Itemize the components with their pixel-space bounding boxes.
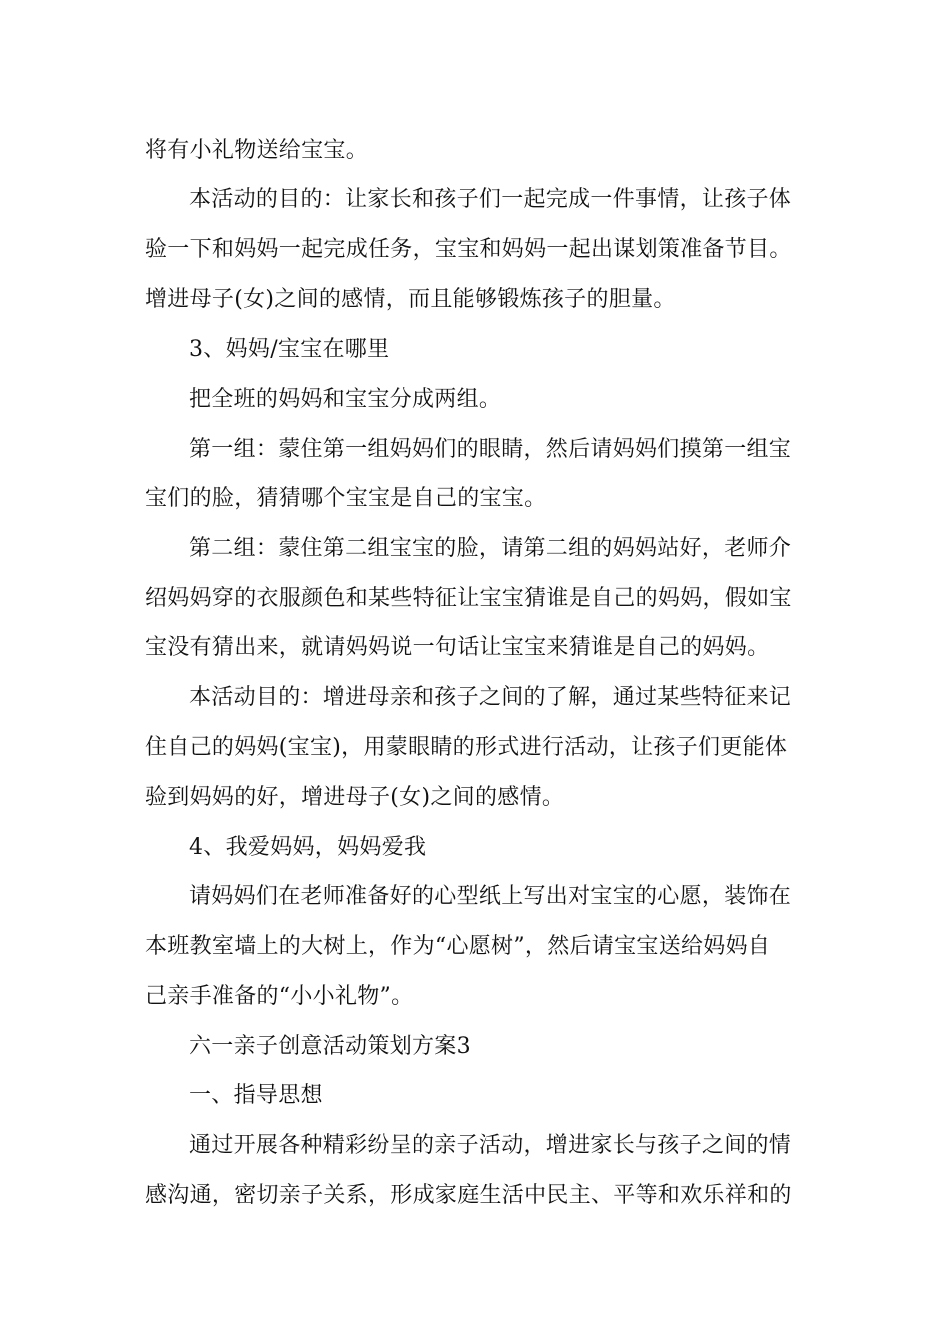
section-heading: 一、指导思想: [189, 1083, 323, 1108]
section-heading: 4、我爱妈妈，妈妈爱我: [189, 835, 427, 860]
paragraph-line: 将有小礼物送给宝宝。: [145, 138, 369, 163]
paragraph-line: 第二组：蒙住第二组宝宝的脸，请第二组的妈妈站好，老师介: [189, 536, 792, 561]
paragraph-line: 第一组：蒙住第一组妈妈们的眼睛，然后请妈妈们摸第一组宝: [189, 437, 792, 462]
section-heading: 3、妈妈/宝宝在哪里: [189, 337, 390, 362]
paragraph-line: 宝们的脸，猜猜哪个宝宝是自己的宝宝。: [145, 486, 547, 511]
paragraph-line: 己亲手准备的“小小礼物”。: [145, 984, 414, 1009]
paragraph-line: 增进母子(女)之间的感情，而且能够锻炼孩子的胆量。: [145, 287, 676, 312]
paragraph-line: 通过开展各种精彩纷呈的亲子活动，增进家长与孩子之间的情: [189, 1133, 792, 1158]
paragraph-line: 感沟通，密切亲子关系，形成家庭生活中民主、平等和欢乐祥和的: [145, 1183, 792, 1208]
paragraph-line: 本活动目的：增进母亲和孩子之间的了解，通过某些特征来记: [189, 685, 792, 710]
paragraph-line: 请妈妈们在老师准备好的心型纸上写出对宝宝的心愿，装饰在: [189, 884, 792, 909]
paragraph-line: 把全班的妈妈和宝宝分成两组。: [189, 387, 502, 412]
paragraph-line: 宝没有猜出来，就请妈妈说一句话让宝宝来猜谁是自己的妈妈。: [145, 635, 770, 660]
paragraph-line: 验到妈妈的好，增进母子(女)之间的感情。: [145, 785, 565, 810]
paragraph-line: 验一下和妈妈一起完成任务，宝宝和妈妈一起出谋划策准备节目。: [145, 237, 792, 262]
paragraph-line: 绍妈妈穿的衣服颜色和某些特征让宝宝猜谁是自己的妈妈，假如宝: [145, 586, 792, 611]
section-heading: 六一亲子创意活动策划方案3: [189, 1034, 471, 1059]
paragraph-line: 本班教室墙上的大树上，作为“心愿树”，然后请宝宝送给妈妈自: [145, 934, 771, 959]
paragraph-line: 本活动的目的：让家长和孩子们一起完成一件事情，让孩子体: [189, 187, 792, 212]
paragraph-line: 住自己的妈妈(宝宝)，用蒙眼睛的形式进行活动，让孩子们更能体: [145, 735, 788, 760]
